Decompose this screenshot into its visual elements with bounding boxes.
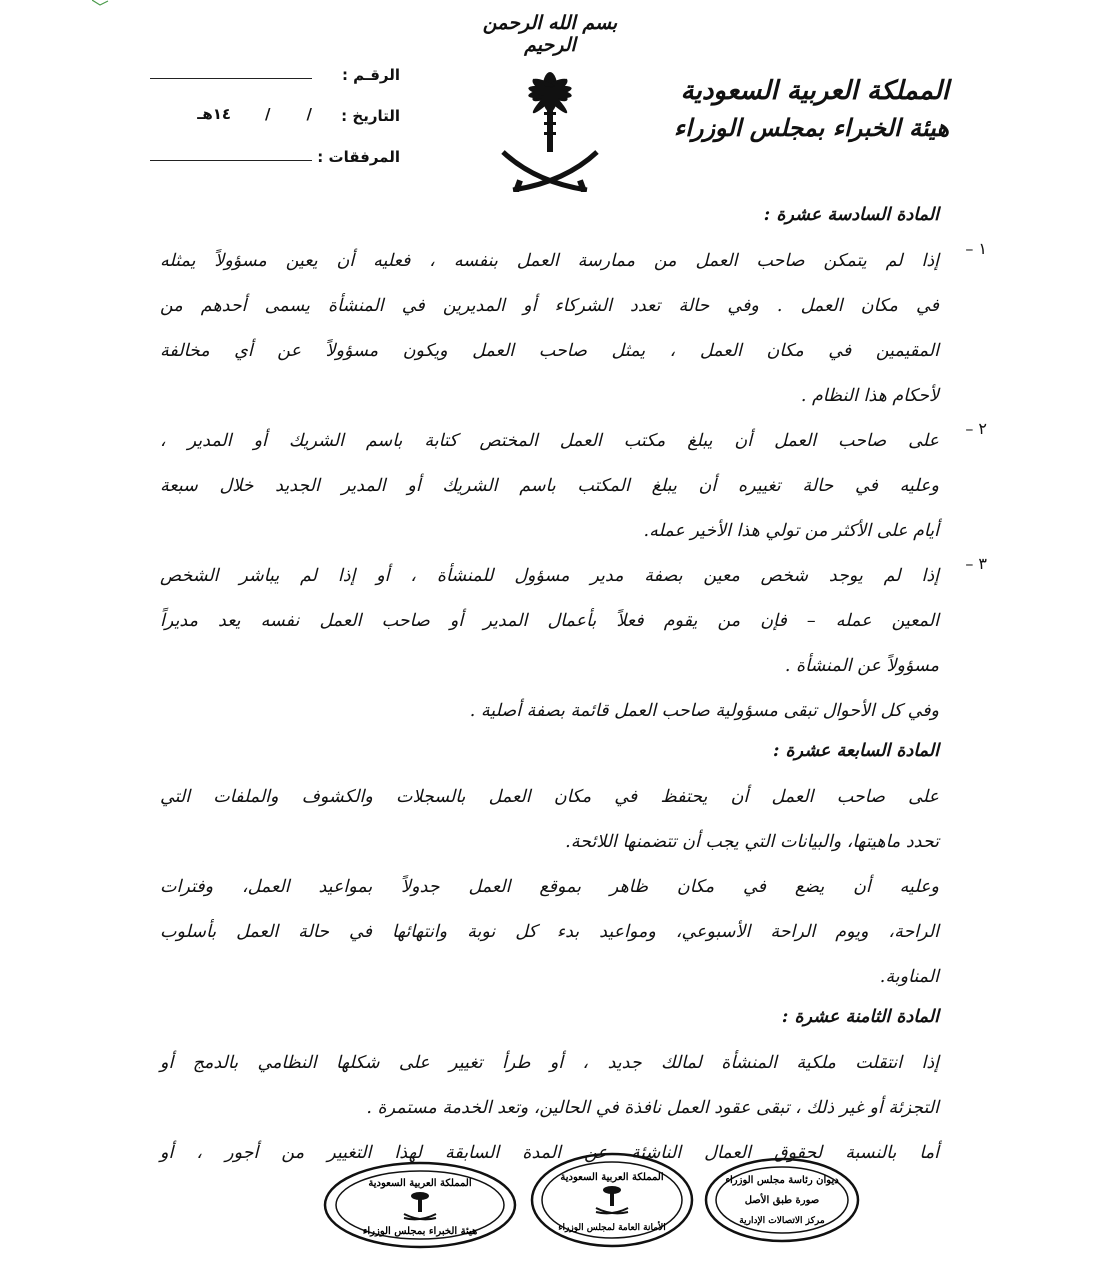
- text-line: تحدد ماهيتها، والبيانات التي يجب أن تتضمنها اللائحة.: [565, 832, 939, 852]
- text-line: أما بالنسبة لحقوق العمال الناشئة عن المدة السابقة لهذا التغيير من أجور ، أو: [160, 1143, 939, 1163]
- document-meta: [150, 66, 400, 189]
- text-line: لأحكام هذا النظام .: [800, 386, 939, 406]
- basmala: بسم الله الرحمن الرحيم: [482, 12, 618, 56]
- ref-row: [150, 66, 400, 107]
- text-line: التجزئة أو غير ذلك ، تبقى عقود العمل نافذة في الحالين، وتعد الخدمة مستمرة .: [366, 1098, 939, 1118]
- article-17-title: المادة السابعة عشرة :: [772, 741, 939, 761]
- text-line: على صاحب العمل أن يبلغ مكتب العمل المختص كتابة باسم الشريك أو المدير ،: [160, 431, 939, 451]
- text-line: المقيمين في مكان العمل ، يمثل صاحب العمل ويكون مسؤولاً عن أي مخالفة: [160, 341, 939, 361]
- text-line: في مكان العمل . وفي حالة تعدد الشركاء أو المديرين في المنشأة يسمى أحدهم من: [160, 296, 939, 316]
- article-17-para-2: [160, 865, 939, 1000]
- org-line-1: المملكة العربية السعودية: [680, 76, 949, 106]
- stamp-line: مركز الاتصالات الإدارية: [739, 1216, 825, 1226]
- text-line: أيام على الأكثر من تولي هذا الأخير عمله.: [643, 521, 939, 541]
- stamp-line: صورة طبق الأصل: [744, 1195, 820, 1206]
- ref-line: [150, 78, 312, 79]
- text-line: المناوبة.: [879, 967, 939, 987]
- date-label: التاريخ :: [341, 107, 400, 125]
- article-16-item-3: [160, 554, 987, 689]
- article-18-title: المادة الثامنة عشرة :: [781, 1007, 939, 1027]
- text-line: إذا انتقلت ملكية المنشأة لمالك جديد ، أو طرأ تغيير على شكلها النظامي بالدمج أو: [160, 1053, 939, 1073]
- article-17-para-1: [160, 775, 939, 865]
- text-line: إذا لم يتمكن صاحب العمل من ممارسة العمل بنفسه ، فعليه أن يعين مسؤولاً يمثله: [160, 251, 939, 271]
- article-18-para-1: [160, 1041, 939, 1131]
- organization-name: [649, 72, 949, 146]
- attachments-label: المرفقات :: [317, 148, 400, 166]
- date-value: //١٤هـ: [197, 105, 314, 123]
- text-line: على صاحب العمل أن يحتفظ في مكان العمل بالسجلات والكشوف والملفات التي: [160, 787, 939, 807]
- stamp-line: ديوان رئاسة مجلس الوزراء: [725, 1175, 839, 1186]
- text-line: المعين عمله – فإن من يقوم فعلاً بأعمال المدير أو صاحب العمل نفسه يعد مديراً: [160, 611, 939, 631]
- mini-emblem-icon: [404, 1192, 436, 1219]
- ref-label: الرقـم :: [341, 66, 400, 84]
- stamp-cabinet-secretariat: [528, 1150, 696, 1250]
- document-body: [160, 198, 987, 1176]
- date-row: [150, 107, 400, 148]
- corner-mark-icon: [92, 0, 110, 6]
- item-number: ٢ –: [965, 419, 987, 438]
- article-16-title: المادة السادسة عشرة :: [763, 205, 939, 225]
- text-line: الراحة، ويوم الراحة الأسبوعي، ومواعيد بدء كل نوبة وانتهائها في حالة العمل بأسلوب: [160, 922, 939, 942]
- mini-emblem-icon: [596, 1186, 628, 1213]
- text-line: إذا لم يوجد شخص معين بصفة مدير مسؤول للمنشأة ، أو إذا لم يباشر الشخص: [160, 566, 939, 586]
- text-line: وعليه في حالة تغييره أن يبلغ المكتب باسم الشريك أو المدير الجديد خلال سبعة: [160, 476, 939, 496]
- article-16-item-1: [160, 239, 987, 419]
- saudi-emblem-icon: [495, 62, 605, 192]
- text-line: وعليه أن يضع في مكان ظاهر بموقع العمل جدولاً بمواعيد العمل، وفترات: [160, 877, 939, 897]
- stamp-line: المملكة العربية السعودية: [368, 1178, 472, 1189]
- article-16-closing: وفي كل الأحوال تبقى مسؤولية صاحب العمل قائمة بصفة أصلية .: [469, 701, 939, 721]
- org-line-2: هيئة الخبراء بمجلس الوزراء: [673, 113, 949, 142]
- attachments-row: [150, 148, 400, 189]
- article-16-item-2: [160, 419, 987, 554]
- stamp-line: هيئة الخبراء بمجلس الوزراء: [362, 1226, 478, 1237]
- stamp-line: المملكة العربية السعودية: [560, 1172, 664, 1183]
- stamp-experts-commission: [322, 1160, 518, 1250]
- item-number: ٣ –: [965, 554, 987, 573]
- item-number: ١ –: [965, 239, 987, 258]
- stamp-line: الأمانة العامة لمجلس الوزراء: [558, 1223, 666, 1233]
- text-line: مسؤولاً عن المنشأة .: [784, 656, 939, 676]
- attachments-line: [150, 160, 312, 161]
- stamp-true-copy: [702, 1155, 862, 1245]
